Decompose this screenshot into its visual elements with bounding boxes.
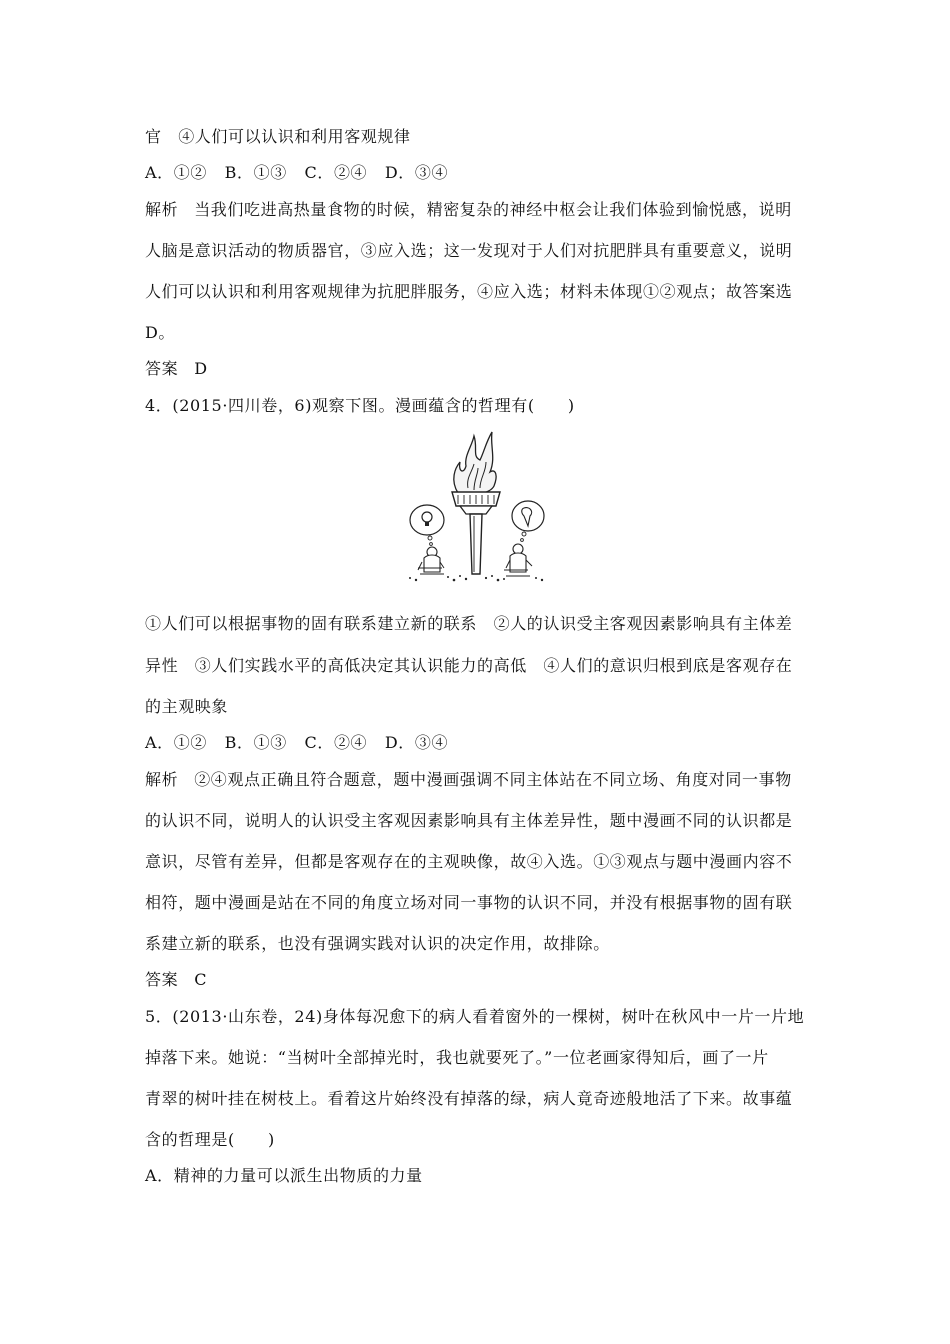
q4-choice-d: D．③④ [384, 733, 449, 752]
q4-answer-value: C [194, 970, 208, 989]
q4-analysis-line-3: 意识，尽管有差异，但都是客观存在的主观映像，故④入选。①③观点与题中漫画内容不 [145, 852, 793, 871]
q3-choice-d: D．③④ [384, 163, 449, 182]
q4-analysis-text-1: ②④观点正确且符合题意，题中漫画强调不同主体站在不同立场、角度对同一事物 [194, 770, 792, 789]
q4-options-line-1: ①人们可以根据事物的固有联系建立新的联系 ②人的认识受主客观因素影响具有主体差 [145, 614, 793, 633]
q4-choice-c: C．②④ [304, 733, 368, 752]
q3-analysis-line-4: D。 [145, 323, 176, 342]
q5-stem-line-3: 青翠的树叶挂在树枝上。看着这片始终没有掉落的绿，病人竟奇迹般地活了下来。故事蕴 [145, 1089, 793, 1108]
q4-analysis-label: 解析 [145, 770, 179, 789]
q3-answer-value: D [194, 359, 208, 378]
q3-analysis-line-2: 人脑是意识活动的物质器官，③应入选；这一发现对于人们对抗肥胖具有重要意义，说明 [145, 241, 793, 260]
q4-choice-a: A．①② [145, 733, 207, 752]
q3-option4-tail: 官 ④人们可以认识和利用客观规律 [145, 127, 411, 146]
q4-answer-label: 答案 [145, 970, 179, 989]
q4-analysis-line-1 [145, 769, 810, 791]
q3-analysis-label: 解析 [145, 200, 179, 219]
q5-stem-line-4: 含的哲理是( ) [145, 1130, 275, 1149]
q4-stem: 4．(2015·四川卷，6)观察下图。漫画蕴含的哲理有( ) [145, 396, 575, 415]
q5-stem-line-1: 5．(2013·山东卷，24)身体每况愈下的病人看着窗外的一棵树，树叶在秋风中一片一片地 [145, 1007, 805, 1026]
q4-options-line-2: 异性 ③人们实践水平的高低决定其认识能力的高低 ④人们的意识归根到底是客观存在 [145, 656, 793, 675]
q4-choices [145, 732, 810, 754]
q3-choice-b: B．①③ [224, 163, 287, 182]
q4-analysis-line-5: 系建立新的联系，也没有强调实践对认识的决定作用，故排除。 [145, 934, 610, 953]
cartoon-illustration [400, 428, 550, 584]
q4-choice-b: B．①③ [224, 733, 287, 752]
q3-analysis-line-3: 人们可以认识和利用客观规律为抗肥胖服务，④应入选；材料未体现①②观点；故答案选 [145, 282, 793, 301]
q4-options-line-3: 的主观映象 [145, 697, 229, 716]
q3-choices [145, 162, 810, 184]
q3-analysis-line-1 [145, 199, 810, 221]
q3-answer-label: 答案 [145, 359, 179, 378]
q3-choice-c: C．②④ [304, 163, 368, 182]
q4-answer [145, 969, 810, 991]
q4-analysis-line-4: 相符，题中漫画是站在不同的角度立场对同一事物的认识不同，并没有根据事物的固有联 [145, 893, 793, 912]
q3-choice-a: A．①② [145, 163, 207, 182]
q5-option-a: A．精神的力量可以派生出物质的力量 [145, 1166, 423, 1185]
q5-stem-line-2: 掉落下来。她说：“当树叶全部掉光时，我也就要死了。”一位老画家得知后，画了一片 [145, 1048, 769, 1067]
q4-analysis-line-2: 的认识不同，说明人的认识受主客观因素影响具有主体差异性，题中漫画不同的认识都是 [145, 811, 793, 830]
torch-cartoon-drawing [400, 428, 550, 584]
q3-answer [145, 358, 810, 380]
q3-analysis-text-1: 当我们吃进高热量食物的时候，精密复杂的神经中枢会让我们体验到愉悦感，说明 [194, 200, 792, 219]
